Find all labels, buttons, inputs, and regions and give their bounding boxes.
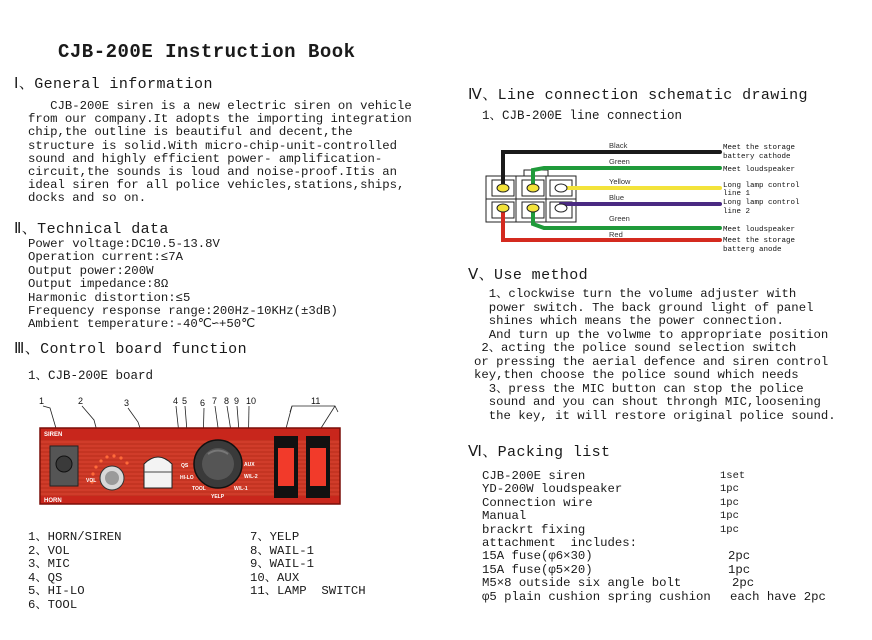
board-number: 11 xyxy=(311,396,321,406)
use-paragraph xyxy=(474,288,836,423)
board-number: 6 xyxy=(200,398,206,408)
control-board-drawing xyxy=(30,392,346,508)
board-yelp-label: YELP xyxy=(211,494,225,500)
packing-attachment-label xyxy=(482,537,862,550)
packing-row xyxy=(482,483,862,496)
legend-item: 4、QS xyxy=(28,570,63,585)
packing-row xyxy=(482,497,862,510)
packing-item-qty: each have 2pc xyxy=(730,589,826,604)
attachment-text: attachment includes: xyxy=(482,535,637,550)
board-legend-right xyxy=(250,531,366,599)
general-line: sound and highly efficient power- amplification- xyxy=(28,151,383,166)
packing-item-name: YD-200W loudspeaker xyxy=(482,482,623,497)
packing-item-qty: 1pc xyxy=(728,562,751,577)
wire-label: Blue xyxy=(609,193,625,202)
packing-item-qty: 1set xyxy=(720,470,746,482)
wire-note: Meet the storage xyxy=(723,144,796,152)
general-paragraph xyxy=(28,100,412,206)
wire-label: Black xyxy=(609,141,628,150)
packing-item-name: 15A fuse(φ6×30) xyxy=(482,549,593,564)
packing-heading: Ⅵ、Packing list xyxy=(468,444,611,461)
use-line: And turn up the volwme to appropriate position xyxy=(474,327,829,342)
packing-item-name: CJB-200E siren xyxy=(482,469,586,483)
packing-row xyxy=(482,510,862,523)
board-aux-label: AUX xyxy=(244,462,255,468)
general-line: circuit,the sounds is loud and noise-proof.Itis an xyxy=(28,165,397,180)
technical-line: Harmonic distortion:≤5 xyxy=(28,290,191,305)
packing-row xyxy=(482,591,862,604)
line-subheading: 1、CJB-200E line connection xyxy=(482,109,683,123)
packing-row xyxy=(482,524,862,537)
wire-note: Meet loudspeaker xyxy=(723,166,796,174)
general-line: ideal siren for all police vehicles,stations,ships, xyxy=(28,178,405,193)
general-line: from our company.It adopts the importing integration xyxy=(28,112,412,127)
wiring-diagram xyxy=(484,136,814,256)
wire-label: Green xyxy=(609,214,630,223)
board-number: 3 xyxy=(124,398,130,408)
page-title: CJB-200E Instruction Book xyxy=(58,41,356,63)
wire-note: Long lamp control xyxy=(723,199,800,207)
use-line: sound and you can shout throngh MIC,loosening xyxy=(474,395,821,409)
packing-row xyxy=(482,564,862,577)
technical-line: Output power:200W xyxy=(28,263,154,278)
use-line: shines which means the power connection. xyxy=(474,314,784,328)
control-subheading: 1、CJB-200E board xyxy=(28,369,154,383)
use-line: or pressing the aerial defence and siren control xyxy=(474,354,829,369)
wire-note: line 1 xyxy=(723,190,751,198)
legend-item: 11、LAMP SWITCH xyxy=(250,584,366,599)
use-line: power switch. The back ground light of panel xyxy=(474,300,814,315)
board-number: 2 xyxy=(78,396,84,406)
wire-note: Long lamp control xyxy=(723,182,800,190)
packing-row xyxy=(482,577,862,590)
board-number: 7 xyxy=(212,396,218,406)
legend-item: 2、VOL xyxy=(28,543,70,558)
general-line: CJB-200E siren is a new electric siren on vehicle xyxy=(28,99,412,113)
general-line: chip,the outline is beautiful and decent,the xyxy=(28,125,353,140)
use-line: 1、clockwise turn the volume adjuster with xyxy=(474,287,797,301)
legend-item: 9、WAIL-1 xyxy=(250,557,314,572)
packing-row xyxy=(482,470,862,483)
packing-item-name: brackrt fixing xyxy=(482,522,586,537)
board-number: 5 xyxy=(182,396,188,406)
legend-item: 1、HORN/SIREN xyxy=(28,530,122,544)
legend-item: 7、YELP xyxy=(250,530,300,544)
use-heading: Ⅴ、Use method xyxy=(468,267,589,284)
board-number: 8 xyxy=(224,396,230,406)
packing-item-qty: 1pc xyxy=(720,483,739,496)
wire-label: Red xyxy=(609,230,623,239)
legend-item: 5、HI-LO xyxy=(28,584,85,599)
board-vol-label: VOL xyxy=(86,478,97,484)
use-line: key,then choose the police sound which needs xyxy=(474,368,799,382)
packing-item-qty: 2pc xyxy=(728,549,751,564)
packing-item-qty: 1pc xyxy=(720,496,739,509)
packing-item-name: M5×8 outside six angle bolt xyxy=(482,576,682,591)
technical-line: Output impedance:8Ω xyxy=(28,277,169,292)
board-tool-label: TOOL xyxy=(192,486,206,492)
packing-item-name: Connection wire xyxy=(482,495,593,510)
board-number: 1 xyxy=(39,396,45,406)
technical-line: Power voltage:DC10.5-13.8V xyxy=(28,237,220,251)
board-wail2-label: W/L-2 xyxy=(244,474,258,480)
use-line: 2、acting the police sound selection switch xyxy=(474,341,797,355)
packing-item-qty: 1pc xyxy=(720,523,739,536)
legend-item: 10、AUX xyxy=(250,570,300,585)
technical-list xyxy=(28,238,338,332)
wire-label: Yellow xyxy=(609,177,631,186)
board-number: 10 xyxy=(246,396,257,406)
line-heading: Ⅳ、Line connection schematic drawing xyxy=(468,87,808,104)
packing-item-qty: 1pc xyxy=(720,510,739,523)
packing-item-name: 15A fuse(φ5×20) xyxy=(482,562,593,577)
board-qs-label: QS xyxy=(181,463,189,469)
legend-item: 6、TOOL xyxy=(28,597,78,612)
general-line: structure is solid.With micro-chip-unit-controlled xyxy=(28,138,397,153)
packing-row xyxy=(482,550,862,563)
use-line: 3、press the MIC button can stop the police xyxy=(474,381,804,396)
technical-line: Ambient temperature:-40℃∽+50℃ xyxy=(28,317,255,332)
wire-note: Meet the storage xyxy=(723,237,796,245)
technical-line: Frequency response range:200Hz-10KHz(±3dB) xyxy=(28,304,338,319)
board-siren-label: SIREN xyxy=(44,432,63,438)
wire-label: Green xyxy=(609,157,630,166)
packing-list xyxy=(482,470,862,604)
board-number: 9 xyxy=(234,396,240,406)
use-line: the key, it will restore original police sound. xyxy=(474,408,836,423)
board-hilo-label: HI-LO xyxy=(180,475,194,481)
board-legend-left xyxy=(28,531,121,613)
legend-item: 8、WAIL-1 xyxy=(250,543,314,558)
technical-line: Operation current:≤7A xyxy=(28,250,183,265)
wire-note: battery cathode xyxy=(723,153,791,161)
board-horn-label: HORN xyxy=(44,498,62,504)
wire-note: line 2 xyxy=(723,208,751,216)
wire-note: batterg anode xyxy=(723,246,782,254)
legend-item: 3、MIC xyxy=(28,557,70,572)
general-heading: Ⅰ、General information xyxy=(14,76,213,93)
general-line: docks and so on. xyxy=(28,191,147,206)
technical-heading: Ⅱ、Technical data xyxy=(14,221,169,238)
control-heading: Ⅲ、Control board function xyxy=(14,341,247,358)
packing-item-name: φ5 plain cushion spring cushion xyxy=(482,589,711,604)
board-wail1-label: W/L-1 xyxy=(234,486,248,492)
wire-note: Meet loudspeaker xyxy=(723,226,796,234)
packing-item-name: Manual xyxy=(482,509,527,524)
board-number: 4 xyxy=(173,396,179,406)
packing-item-qty: 2pc xyxy=(732,576,755,591)
